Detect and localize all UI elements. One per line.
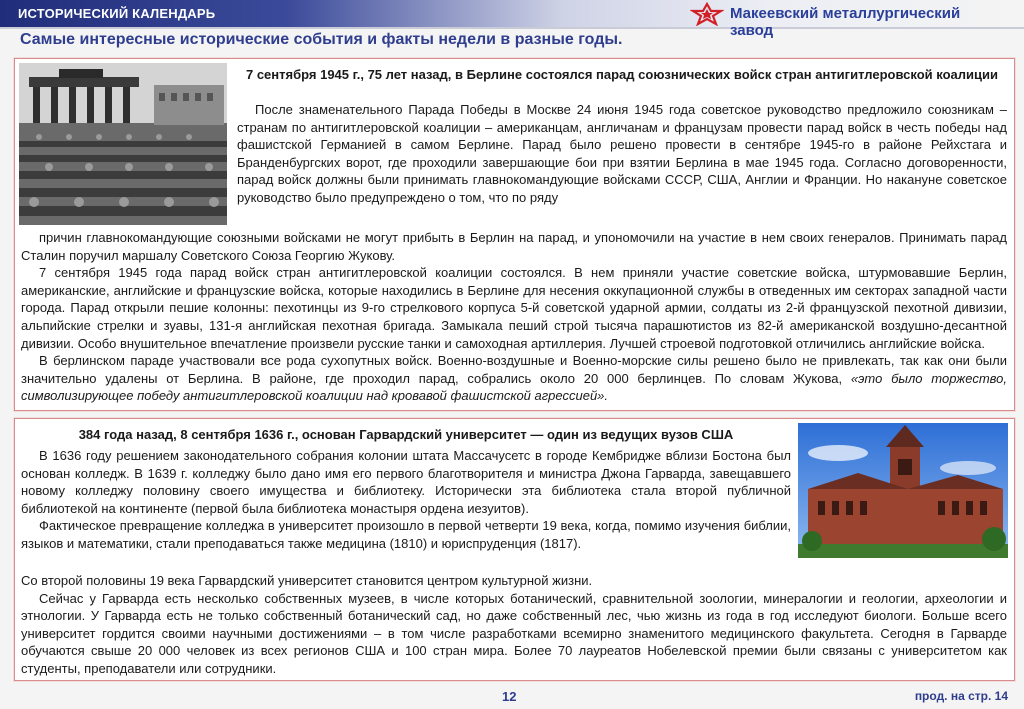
page-subtitle: Самые интересные исторические события и факты недели в разные годы. xyxy=(20,31,623,48)
company-logo xyxy=(690,2,990,39)
paragraph: Со второй половины 19 века Гарвардский университет становится центром культурной жизни. xyxy=(21,573,593,588)
article-panel-berlin-parade xyxy=(14,58,1015,411)
article-panel-harvard xyxy=(14,418,1015,681)
paragraph-text: В берлинском параде участвовали все рода сухопутных войск. Военно-воздушные и Военно-морские силы решено было не привлекать, так как они были значительно удалены от Берлина. В районе, где проходил парад, собрались около 20 000 берлинцев. По словам Жукова, xyxy=(21,353,1007,386)
page-number: 12 xyxy=(502,689,517,704)
article-title-berlin: 7 сентября 1945 г., 75 лет назад, в Берлине состоялся парад союзнических войск стран антигитлеровской коалиции xyxy=(245,67,998,82)
harvard-building-photo xyxy=(798,423,1008,558)
article-body-wrapped xyxy=(237,101,1007,207)
paragraph: После знаменательного Парада Победы в Москве 24 июня 1945 года советское руководство предложило союзникам – странам по антигитлеровской коалиции – американцам, англичанам и французам провести парад войск в честь победы над фашистской Германией в самом Берлине. Парад было решено провести в сентябре 1945-го в районе Рейхстага и Бранденбургских ворот, где проходили завершающие бои при взятии Берлина в мае 1945 года. Согласно договоренности, парад войск должны были принимать главнокомандующие войсками СССР, США, Англии и Франции. Но накануне советское руководство было предупреждено о том, что по ряду xyxy=(237,102,1007,205)
paragraph: причин главнокомандующие союзными войсками не могут прибыть в Берлин на парад, и упономочили на участие в нем своих генералов. Принимать парад Сталин поручил маршалу Советского Союза Георгию Жукову. xyxy=(21,230,1007,263)
paragraph: 7 сентября 1945 года парад войск стран антигитлеровской коалиции состоялся. В нем приняли участие советские войска, штурмовавшие Берлин, американские, английские и французские войска, которые находились в Берлине для несения оккупационной службы в отведенных им секторах западной части города. Парад открыли пешие колонны: пехотинцы из 9-го стрелкового корпуса 5-й советской ударной армии, солдаты из 2-й французской пехотной дивизии, альпийские стрелки и зуавы, 131-я английская пехотная бригада. Замыкала пеший строй тысяча парашютистов из 82-й американской воздушно-десантной дивизии. Особо внушительное впечатление произвели русские танки и самоходная артиллерия. Лучшей строевой подготовкой отличились английские войска. xyxy=(21,265,1007,351)
continued-link[interactable]: прод. на стр. 14 xyxy=(914,689,1008,703)
paragraph: Фактическое превращение колледжа в университет произошло в первой четверти 19 века, когда, помимо изучения библии, языков и математики, стали преподаваться также медицина (1810) и юриспруденция (1817). xyxy=(21,518,791,551)
paragraph: В 1636 году решением законодательного собрания колонии штата Массачусетс в городе Кембридже вблизи Бостона был основан колледж. В 1639 г. колледжу было дано имя его первого благотворителя и министра Джона Гарварда, завещавшего новому колледжу половину своего имущества и библиотеку. Исторически эта библиотека стала второй публичной библиотекой на континенте (первой была библиотека монастыря ордена иезуитов). xyxy=(21,448,791,516)
company-name: Макеевский металлургический завод xyxy=(730,5,961,39)
berlin-parade-photo xyxy=(19,63,227,225)
company-logo-icon xyxy=(690,2,724,26)
zhukov-quote: «это было торжество, символизирующее победу антигитлеровской коалиции над кровавой фашистской агрессией». xyxy=(21,370,1007,404)
calendar-title: ИСТОРИЧЕСКИЙ КАЛЕНДАРЬ xyxy=(18,6,216,21)
article-title-harvard: 384 года назад, 8 сентября 1636 г., основан Гарвардский университет — один из ведущих вузов США xyxy=(78,427,734,442)
paragraph xyxy=(21,352,1007,405)
article-body-wrapped xyxy=(21,447,791,553)
article-body-full xyxy=(21,229,1007,405)
paragraph: Сейчас у Гарварда есть несколько собственных музеев, в числе которых ботанический, сравнительной зоологии, минералогии и геологии, археологии и этнологии. У Гарварда есть не только собственный ботанический сад, но даже собственный лес, чью жизнь из года в год исследуют биологи. Больше всего университет гордится своими научными достижениями – в том числе разработками всемирно знаменитого медицинского факультета. Сегодня в Гарварде обучаются свыше 20 000 человек из всех регионов США и 100 стран мира. Более 70 лауреатов Нобелевской премии были связаны с университетом как студенты, преподаватели или сотрудники. xyxy=(21,590,1007,676)
article-body-full xyxy=(21,572,1007,678)
